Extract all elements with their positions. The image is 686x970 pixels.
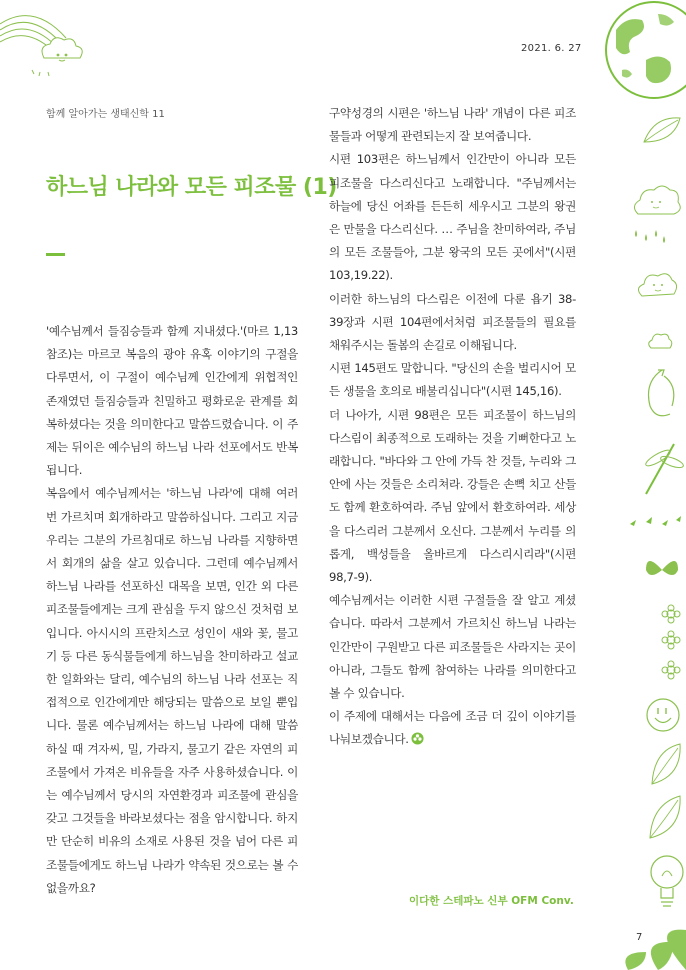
paragraph: 복음에서 예수님께서는 '하느님 나라'에 대해 여러 번 가르치며 회개하라고 말씀하십니다. 그리고 지금 우리는 그분의 가르침대로 하느님 나라를 지향하면서 회개의 삶을 살고 있습니다. 그런데 예수님께서 하느님 나라를 선포하신 대목을 보면, 인간 외 다른 피조물들에게는 크게 관심을 두지 않으신 것처럼 보입니다. 아시시의 프란치스코 성인이 새와 꽃, 물고기 등 다른 동식물들에게 하느님을 찬미하라고 설교한 일화와는 달리, 예수님의 하느님 나라 선포는 직접적으로 인간에게만 해당되는 말씀으로 보일 뿐입니다. 물론 예수님께서는 하느님 나라에 대해 말씀하실 때 겨자씨, 밀, 가라지, 물고기 같은 자연의 피조물에서 가져온 비유들을 자주 사용하셨습니다. 이는 예수님께서 당시의 자연환경과 피조물에 관심을 갖고 그것들을 바라보셨다는 점을 암시합니다. 하지만 단순히 비유의 소재로 사용된 것을 넘어 다른 피조물들에게도 하느님 나라가 약속된 것으로는 볼 수 없을까요?	[46, 486, 298, 895]
leaf-icon	[588, 924, 686, 970]
rainbow-cloud-icon	[0, 0, 100, 80]
recycle-arrow-icon	[640, 366, 684, 424]
rain-drops-icon	[630, 226, 672, 248]
leaf-icon	[646, 792, 684, 842]
paragraph: 시편 103편은 하느님께서 인간만이 아니라 모든 피조물을 다스리신다고 노래합니다. "주님께서는 하늘에 당신 어좌를 든든히 세우시고 그분의 왕권은 만물을 다스리신다. … 주님을 찬미하여라, 주님의 모든 조물들아, 그분 왕국의 모든 곳에서"(시편 103,19.22).	[329, 152, 576, 283]
paragraph: 시편 145편도 말합니다. "당신의 손을 벌리시어 모든 생물을 호의로 배불리십니다"(시편 145,16).	[329, 361, 576, 399]
light-bulb-icon	[648, 850, 686, 914]
title-underline	[46, 253, 65, 256]
left-column	[46, 320, 298, 900]
butterfly-icon	[642, 552, 682, 586]
cloud-face-icon	[630, 182, 682, 222]
paragraph: '예수님께서 들짐승들과 함께 지내셨다.'(마르 1,13 참조)는 마르코 복음의 광야 유혹 이야기의 구절을 다루면서, 이 구절이 예수님께 인간에게 위협적인 존재였던 들짐승들과 친밀하고 평화로운 관계를 회복하셨다는 것을 의미한다고 말씀드렸습니다. 이 주제는 뒤이은 예수님의 하느님 나라 선포에서도 반복됩니다.	[46, 324, 298, 478]
paragraph: 이러한 하느님의 다스림은 이전에 다룬 욥기 38-39장과 시편 104편에서처럼 피조물들의 필요를 채워주시는 돌봄의 손길로 이해됩니다.	[329, 291, 576, 353]
paragraph: 더 나아가, 시편 98편은 모든 피조물이 하느님의 다스림이 최종적으로 도래하는 것을 기뻐한다고 노래합니다. "바다와 그 안에 가득 찬 것들, 누리와 그 안에 사는 것들은 소리쳐라. 강들은 손뼉 치고 산들도 함께 환호하여라. 주님 앞에서 환호하여라. 세상을 다스리러 그분께서 오신다. 그분께서 누리를 의롭게, 백성들을 올바르게 다스리시리라"(시편 98,7-9).	[329, 407, 576, 585]
leaf-icon	[648, 740, 684, 788]
flower-icon	[658, 604, 684, 686]
page-number: 7	[636, 932, 643, 943]
cloud-face-icon	[634, 268, 680, 304]
issue-date: 2021. 6. 27	[521, 43, 582, 54]
series-label: 함께 알아가는 생태신학 11	[46, 109, 165, 120]
paragraph: 예수님께서는 이러한 시편 구절들을 잘 알고 계셨습니다. 따라서 그분께서 가르치신 하느님 나라는 인간만이 구원받고 다른 피조물들은 사라지는 곳이 아니라, 그들도 함께 참여하는 나라를 의미한다고 볼 수 있습니다.	[329, 593, 576, 701]
right-column	[329, 102, 576, 752]
paragraph-last	[329, 705, 576, 751]
dragonfly-icon	[636, 438, 686, 498]
butterfly-icon	[626, 512, 684, 534]
page-title: 하느님 나라와 모든 피조물 (1)	[46, 175, 337, 200]
closing-text: 이 주제에 대해서는 다음에 조금 더 깊이 이야기를 나눠보겠습니다.	[329, 709, 576, 747]
paragraph: 구약성경의 시편은 '하느님 나라' 개념이 다른 피조물들과 어떻게 관련되는지 잘 보여줍니다.	[329, 106, 576, 144]
smiley-icon	[644, 696, 682, 734]
cloud-face-icon	[646, 330, 674, 352]
author-byline: 이다한 스테파노 신부 OFM Conv.	[409, 895, 574, 907]
earth-globe-icon	[596, 0, 686, 110]
end-flower-icon	[411, 732, 424, 745]
leaf-icon	[640, 112, 684, 152]
